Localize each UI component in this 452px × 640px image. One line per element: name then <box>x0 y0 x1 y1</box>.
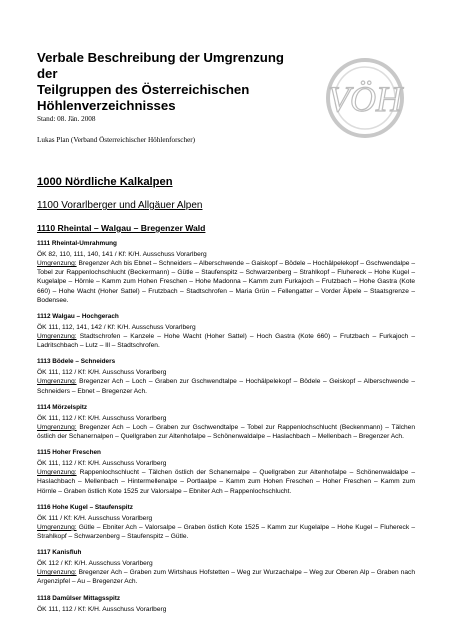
document-title <box>37 50 299 114</box>
umgrenzung-label: Umgrenzung: <box>37 569 77 577</box>
heading-1000: 1000 Nördliche Kalkalpen <box>37 176 173 188</box>
title-line-3: Höhlenverzeichnisses <box>37 98 176 113</box>
entry-title: 1117 Kanisfluh <box>37 549 82 557</box>
entry-title: 1115 Hoher Freschen <box>37 449 101 457</box>
entry-map-ref: ÖK 82, 110, 111, 140, 141 / Kf: K/H. Ausschuss Vorarlberg <box>37 251 207 258</box>
umgrenzung-label: Umgrenzung: <box>37 523 77 531</box>
entry-title: 1114 Mörzelspitz <box>37 403 88 411</box>
entry-map-ref: ÖK 111, 112, 141, 142 / Kf: K/H. Ausschuss Vorarlberg <box>37 324 196 332</box>
entry-description <box>37 332 415 350</box>
entry-description-text: Bregenzer Ach – Graben zum Wirtshaus Hofstetten – Weg zur Wurzachalpe – Weg zur Oberen Alp – Graben nach Argenzipfel – Au – Bregenzer Ach. <box>37 569 415 586</box>
entry-1117 <box>37 548 415 586</box>
title-line-2: Teilgruppen des Österreichischen <box>37 82 250 97</box>
logo-text: VÖH <box>328 79 402 119</box>
entry-description <box>37 568 415 586</box>
entry-1112 <box>37 312 415 350</box>
entry-description <box>37 523 415 541</box>
entry-map-ref: ÖK 111, 112 / Kf: K/H. Ausschuss Vorarlberg <box>37 605 167 613</box>
author-line: Lukas Plan (Verband Österreichischer Höhlenforscher) <box>37 136 196 144</box>
entry-map-ref: ÖK 111 / Kf: K/H. Ausschuss Vorarlberg <box>37 514 153 522</box>
entry-1116 <box>37 503 415 541</box>
entry-map-ref: ÖK 111, 112 / Kf: K/H. Ausschuss Vorarlberg <box>37 369 167 377</box>
umgrenzung-label: Umgrenzung: <box>37 333 77 341</box>
entry-title: 1118 Damülser Mittagsspitz <box>37 594 121 602</box>
entry-description-text: Bregenzer Ach bis Ebnet – Schneiders – Alberschwende – Gaiskopf – Bödele – Hochälpelekopf – Gschwendalpe – Tobel zur Rappenlochschlucht (Beckermann) – Gütle – Staufenspitz – Schwarzenberg – Strahlkopf – Fluhereck – Hohe Kugel – Kugelalpe – Hörnle – Kamm zum Hohen Freschen – Hohe Madonna – Kamm zum Furkajoch – Frutzbach – Hohe Gastra (Kote 660) – Hohe Wacht (Hoher Sattel) – Frutzbach – Stadtschrofen – Maria Grün – Fellengatter – Vorder Älpele – Staatsgrenze – Bodensee. <box>37 260 415 304</box>
entry-description <box>37 377 415 395</box>
heading-1110: 1110 Rheintal – Walgau – Bregenzer Wald <box>37 223 206 233</box>
entry-description-text: Rappenlochschlucht – Tälchen östlich der Schanernalpe – Quellgraben zur Altenhofalpe – Schönenwaldalpe – Haslachbach – Mellenbach – Hintermellenalpe – Portlaalpe – Kamm zum Hohen Freschen – Hoher Freschen – Kamm zum Hörnle – Graben östlich Kote 1525 zur Valorsalpe – Ebniter Ach – Rappenlochschlucht. <box>37 469 415 495</box>
entry-description-text: Bregenzer Ach – Loch – Graben zur Gschwendtalpe – Hochälpelekopf – Bödele – Geiskopf – Alberschwende – Schneiders – Ebnet – Bregenzer Ach. <box>37 378 415 395</box>
entry-map-ref: ÖK 112 / Kf: K/H. Ausschuss Vorarlberg <box>37 560 153 568</box>
entry-description-text: Bregenzer Ach – Loch – Graben zur Gschwendtalpe – Tobel zur Rappenlochschlucht (Beckenmann) – Tälchen östlich der Schanernalpen – Quellgraben zur Altenhofalpe – Schönenwaldalpe – Haslachbach – Mellenbach – Bregenzer Ach. <box>37 423 415 441</box>
title-line-1: Verbale Beschreibung der Umgrenzung der <box>37 50 284 81</box>
entry-title: 1116 Hohe Kugel – Staufenspitz <box>37 503 133 511</box>
umgrenzung-label: Umgrenzung: <box>37 423 77 431</box>
entry-description <box>37 259 415 305</box>
entry-1118 <box>37 594 415 614</box>
entry-title: 1112 Walgau – Hochgerach <box>37 313 119 321</box>
umgrenzung-label: Umgrenzung: <box>37 469 77 477</box>
heading-1100: 1100 Vorarlberger und Allgäuer Alpen <box>37 200 203 211</box>
entry-map-ref: ÖK 111, 112 / Kf: K/H. Ausschuss Vorarlberg <box>37 414 167 422</box>
stand-date: Stand: 08. Jän. 2008 <box>37 115 96 123</box>
entry-title: 1113 Bödele – Schneiders <box>37 358 116 366</box>
document-page <box>37 50 415 614</box>
entry-1114 <box>37 403 415 441</box>
entry-1113 <box>37 357 415 395</box>
entry-description-text: Gütle – Ebniter Ach – Valorsalpe – Graben östlich Kote 1525 – Kamm zur Kugelalpe – Hohe Kugel – Fluhereck – Strahlkopf – Schwarzenberg – Staufenspitz – Gütle. <box>37 523 415 541</box>
entry-description-text: Stadtschrofen – Kanzele – Hohe Wacht (Hoher Sattel) – Hoch Gastra (Kote 660) – Frutzbach – Furkajoch – Ladritschbach – Lutz – Ill – Stadtschrofen. <box>37 333 415 350</box>
entry-1111 <box>37 239 415 305</box>
entry-map-ref: ÖK 111, 112 / Kf: K/H. Ausschuss Vorarlberg <box>37 460 167 468</box>
entry-description <box>37 468 415 496</box>
umgrenzung-label: Umgrenzung: <box>37 260 77 267</box>
entry-title: 1111 Rheintal-Umrahmung <box>37 240 117 247</box>
umgrenzung-label: Umgrenzung: <box>37 378 77 386</box>
entry-description <box>37 423 415 441</box>
entry-1115 <box>37 448 415 496</box>
